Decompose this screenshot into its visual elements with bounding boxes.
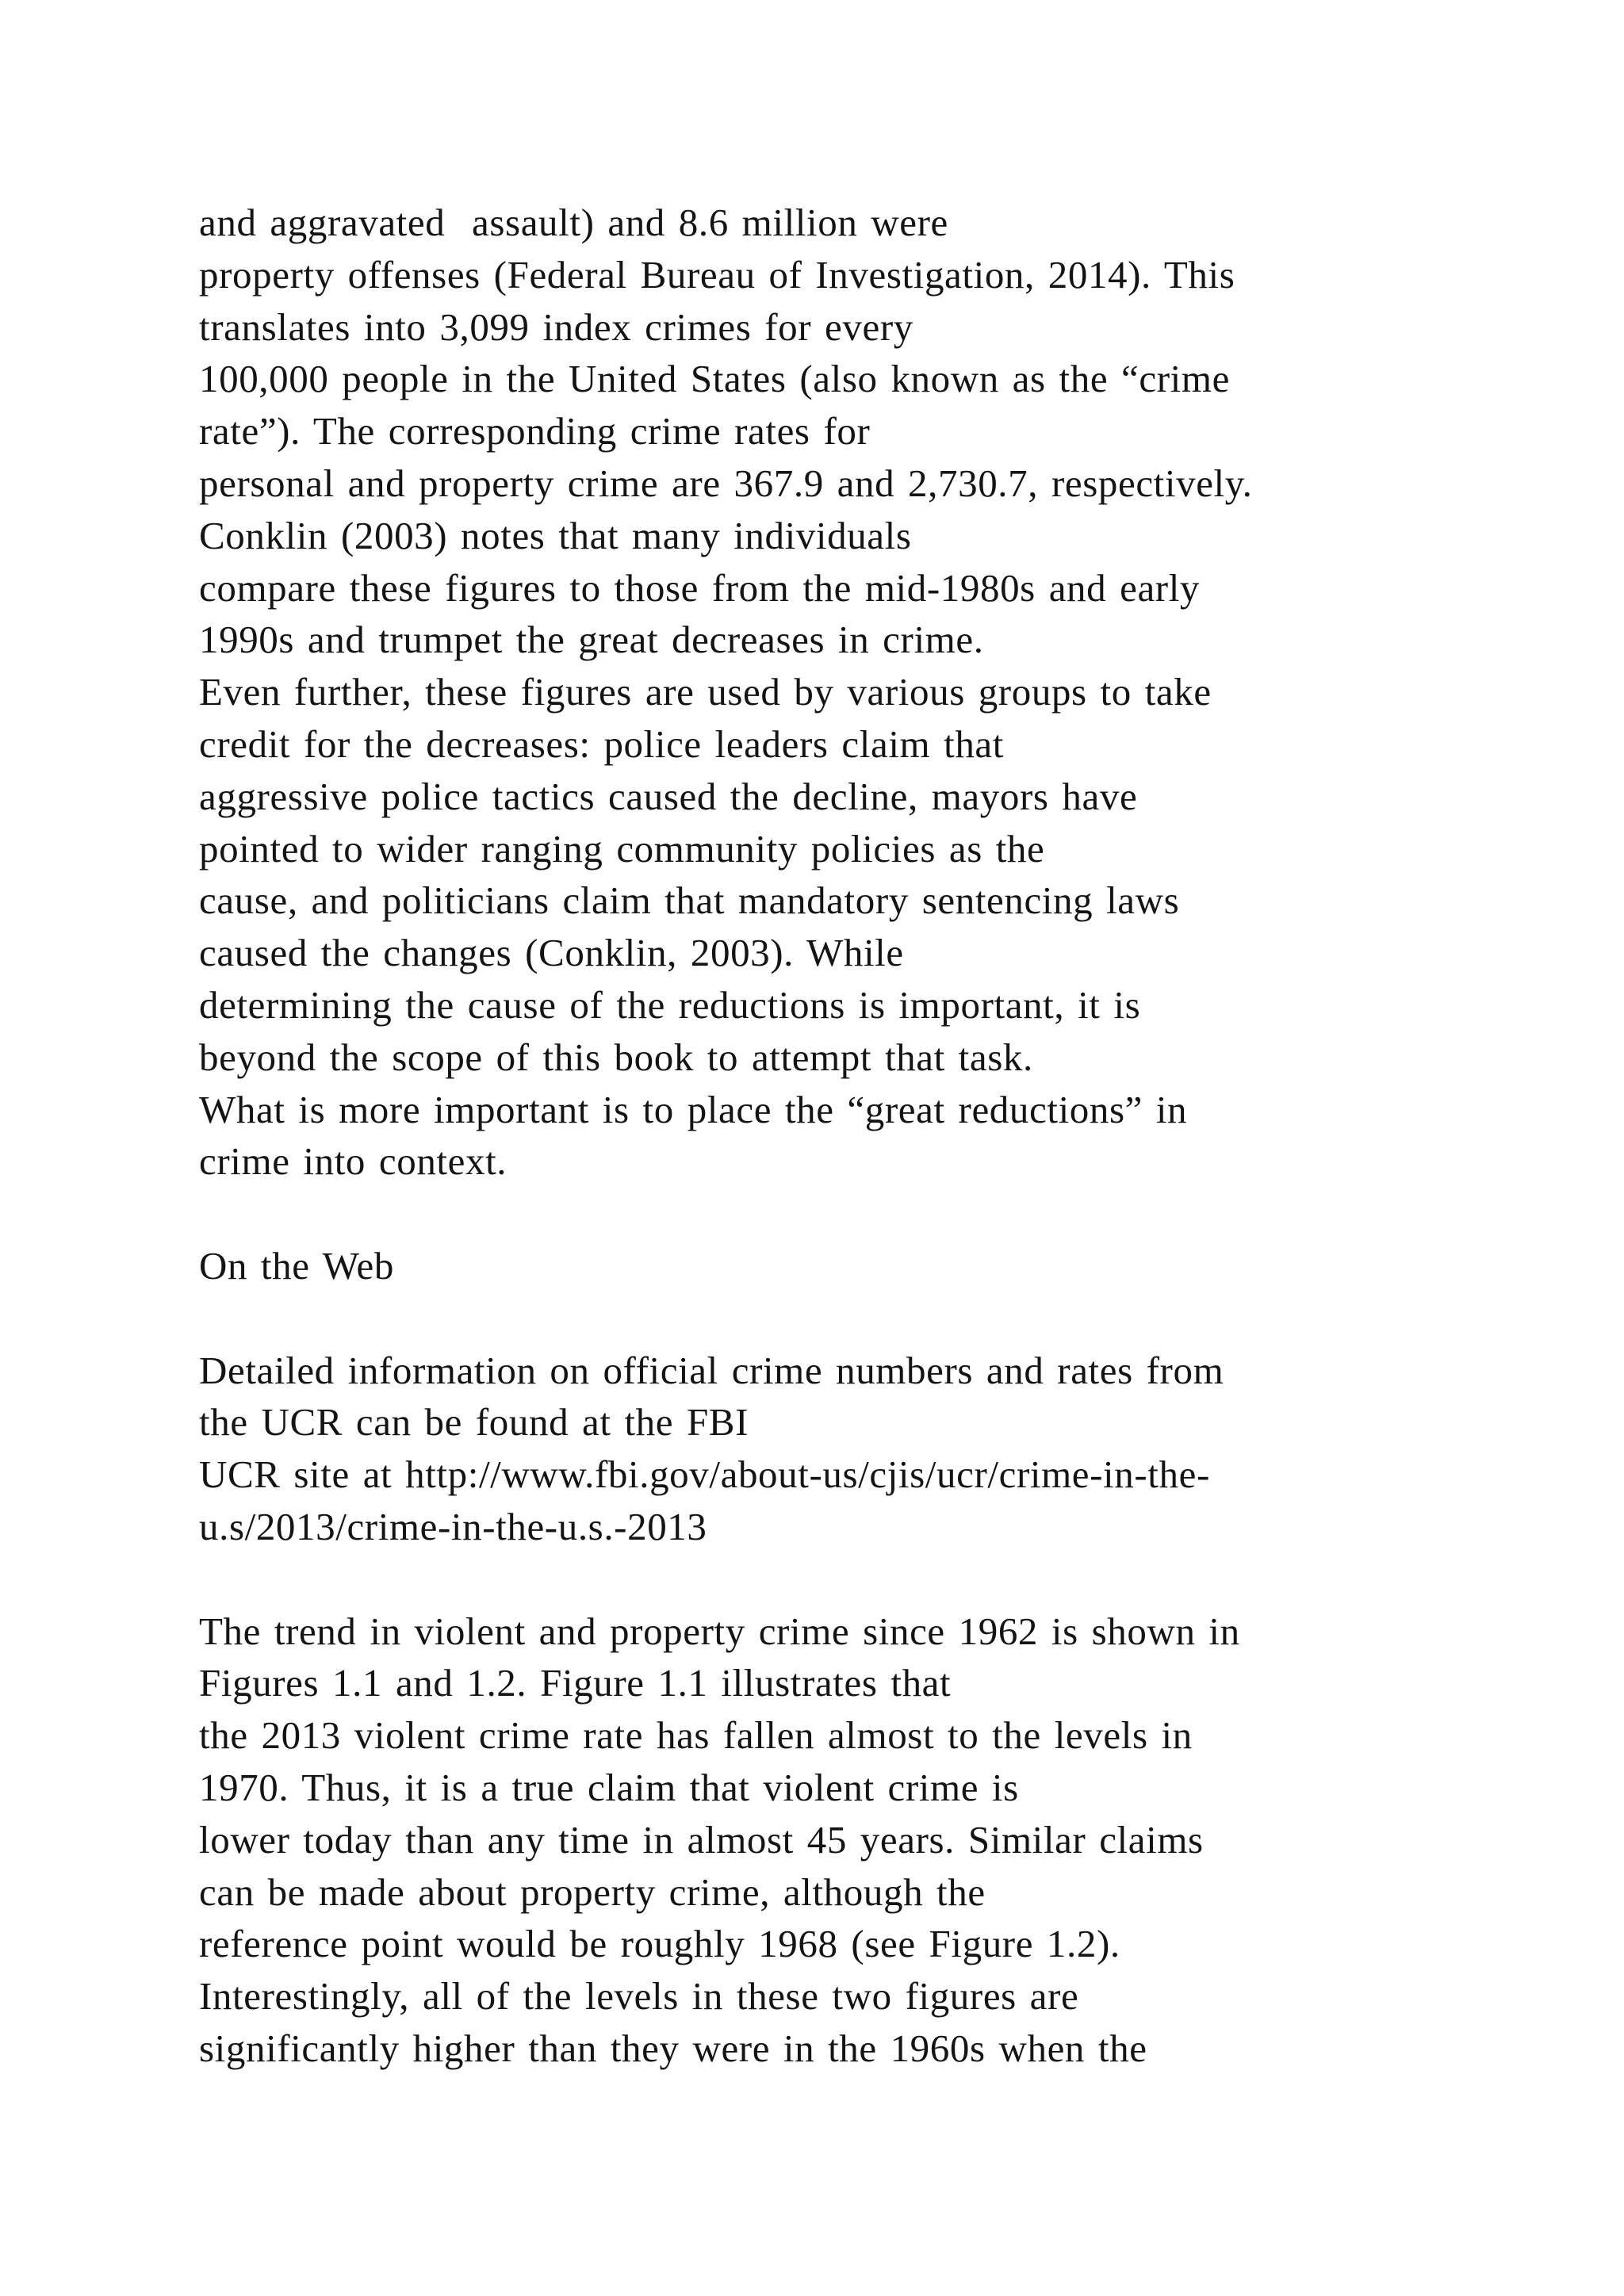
text-line: pointed to wider ranging community policies as the [199, 826, 1045, 871]
text-line: Conklin (2003) notes that many individuals [199, 513, 912, 557]
blank-line [199, 1292, 1436, 1345]
text-line-with-url: UCR site at http://www.fbi.gov/about-us/cjis/ucr/crime-in-the- [199, 1452, 1210, 1497]
blank-line [199, 1188, 1436, 1240]
body-text [199, 197, 1436, 2075]
blank-line [199, 1553, 1436, 1605]
text-line: crime into context. [199, 1139, 508, 1184]
text-line: credit for the decreases: police leaders claim that [199, 721, 1004, 766]
text-line: translates into 3,099 index crimes for every [199, 304, 914, 349]
text-line: rate”). The corresponding crime rates for [199, 409, 871, 453]
text-line: Detailed information on official crime numbers and rates from [199, 1348, 1224, 1392]
text-line: Figures 1.1 and 1.2. Figure 1.1 illustrates that [199, 1661, 952, 1705]
text-line: beyond the scope of this book to attempt that task. [199, 1035, 1033, 1079]
text-line: property offenses (Federal Bureau of Investigation, 2014). This [199, 252, 1235, 297]
text-line: significantly higher than they were in the 1960s when the [199, 2026, 1147, 2070]
text-line: reference point would be roughly 1968 (see Figure 1.2). [199, 1922, 1120, 1966]
text-line: Interestingly, all of the levels in these two figures are [199, 1974, 1079, 2019]
text-line: aggressive police tactics caused the decline, mayors have [199, 774, 1138, 818]
text-line: 1990s and trumpet the great decreases in crime. [199, 618, 984, 662]
section-heading: On the Web [199, 1243, 394, 1288]
text-line: Even further, these figures are used by various groups to take [199, 670, 1212, 714]
text-line: compare these figures to those from the mid-1980s and early [199, 565, 1201, 610]
text-line: the UCR can be found at the FBI [199, 1400, 749, 1445]
text-line: personal and property crime are 367.9 and 2,730.7, respectively. [199, 461, 1253, 505]
text-line: The trend in violent and property crime since 1962 is shown in [199, 1609, 1240, 1653]
text-line: and aggravated assault) and 8.6 million were [199, 201, 948, 244]
text-line: 1970. Thus, it is a true claim that violent crime is [199, 1765, 1019, 1809]
text-line-with-url: u.s/2013/crime-in-the-u.s.-2013 [199, 1504, 707, 1548]
text-line: determining the cause of the reductions is important, it is [199, 982, 1141, 1027]
text-line: 100,000 people in the United States (also known as the “crime [199, 357, 1230, 401]
text-line: can be made about property crime, although the [199, 1869, 986, 1914]
text-line: the 2013 violent crime rate has fallen almost to the levels in [199, 1713, 1193, 1758]
text-line: What is more important is to place the “great reductions” in [199, 1087, 1188, 1131]
text-line: cause, and politicians claim that mandatory sentencing laws [199, 878, 1180, 923]
text-line: lower today than any time in almost 45 years. Similar claims [199, 1817, 1204, 1862]
text-line: caused the changes (Conklin, 2003). While [199, 931, 904, 975]
